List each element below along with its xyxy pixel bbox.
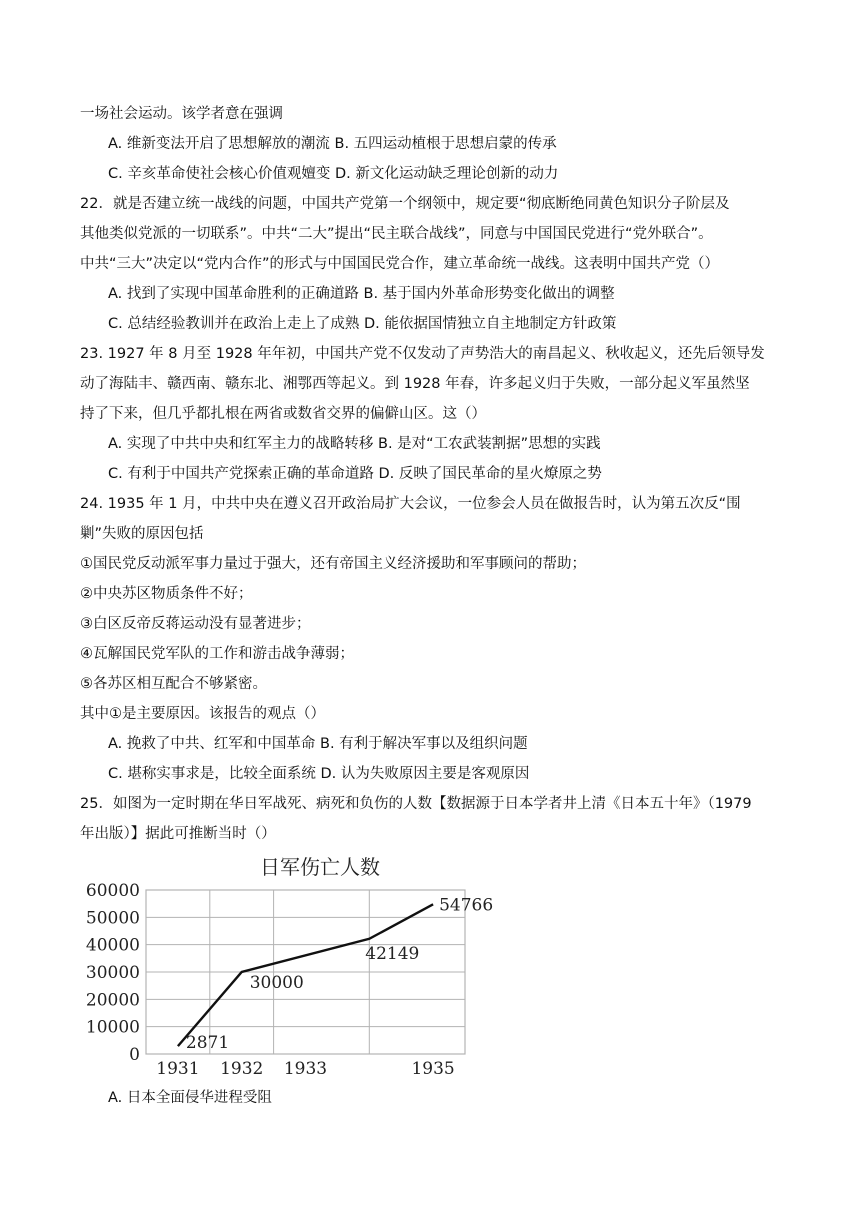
casualty-line-chart xyxy=(80,848,494,1080)
q24-item-3: ③白区反帝反蒋运动没有显著进步； xyxy=(80,616,311,632)
x-tick-label: 1931 xyxy=(156,1059,200,1079)
q23-options-ab: A. 实现了中共中央和红军主力的战略转移 B. 是对“工农武装割据”思想的实践 xyxy=(108,436,601,452)
q23-options-cd: C. 有利于中国共产党探索正确的革命道路 D. 反映了国民革命的星火燎原之势 xyxy=(108,466,602,482)
chart-title: 日军伤亡人数 xyxy=(260,855,380,879)
q24-stem-line-2: 剿”失败的原因包括 xyxy=(80,526,204,542)
y-axis-ticks xyxy=(86,881,140,1065)
q24-item-4: ④瓦解国民党军队的工作和游击战争薄弱； xyxy=(80,646,354,662)
y-tick-label: 0 xyxy=(129,1045,140,1065)
data-label: 2871 xyxy=(185,1033,230,1054)
q24-item-2: ②中央苏区物质条件不好； xyxy=(80,586,253,602)
x-tick-label: 1933 xyxy=(283,1059,328,1079)
data-label: 42149 xyxy=(365,943,420,964)
q22-options-cd: C. 总结经验教训并在政治上走上了成熟 D. 能依据国情独立自主地制定方针政策 xyxy=(108,316,617,332)
q23-stem-line-2: 动了海陆丰、赣西南、赣东北、湘鄂西等起义。到 1928 年春，许多起义归于失败，一部分起义军虽然坚 xyxy=(80,376,750,392)
y-tick-label: 50000 xyxy=(85,908,140,929)
q22-options-ab: A. 找到了实现中国革命胜利的正确道路 B. 基于国内外革命形势变化做出的调整 xyxy=(108,286,615,302)
q21-stem-tail: 一场社会运动。该学者意在强调 xyxy=(80,106,283,122)
data-label: 30000 xyxy=(249,973,304,993)
y-tick-label: 60000 xyxy=(85,881,140,901)
y-tick-label: 30000 xyxy=(85,963,140,983)
q24-item-5: ⑤各苏区相互配合不够紧密。 xyxy=(80,676,267,692)
chart-series xyxy=(178,904,433,1046)
x-tick-label: 1935 xyxy=(411,1059,455,1079)
q24-item-1: ①国民党反动派军事力量过于强大，还有帝国主义经济援助和军事顾问的帮助； xyxy=(80,556,586,572)
q24-stem-line-3: 其中①是主要原因。该报告的观点（） xyxy=(80,706,325,722)
q22-stem-line-1: 22．就是否建立统一战线的问题，中国共产党第一个纲领中，规定要“彻底断绝同黄色知识分子阶层及 xyxy=(80,196,730,212)
q22-stem-line-3: 中共“三大”决定以“党内合作”的形式与中国国民党合作，建立革命统一战线。这表明中国共产党（） xyxy=(80,256,720,272)
q21-options-ab: A. 维新变法开启了思想解放的潮流 B. 五四运动植根于思想启蒙的传承 xyxy=(108,136,557,152)
x-tick-label: 1932 xyxy=(220,1059,264,1079)
q24-options-cd: C. 堪称实事求是，比较全面系统 D. 认为失败原因主要是客观原因 xyxy=(108,766,530,782)
q21-options-cd: C. 辛亥革命使社会核心价值观嬗变 D. 新文化运动缺乏理论创新的动力 xyxy=(108,166,559,182)
q25-stem-line-1: 25．如图为一定时期在华日军战死、病死和负伤的人数【数据源于日本学者井上清《日本五十年》（1979 xyxy=(80,796,752,812)
q24-options-ab: A. 挽救了中共、红军和中国革命 B. 有利于解决军事以及组织问题 xyxy=(108,736,528,752)
q25-option-a: A. 日本全面侵华进程受阻 xyxy=(108,1090,272,1106)
x-axis-ticks xyxy=(156,1059,454,1079)
q23-stem-line-3: 持了下来，但几乎都扎根在两省或数省交界的偏僻山区。这（） xyxy=(80,406,486,422)
data-label: 54766 xyxy=(439,895,494,916)
series-line xyxy=(178,904,433,1046)
y-tick-label: 20000 xyxy=(85,990,140,1011)
data-labels xyxy=(186,895,493,1053)
y-tick-label: 40000 xyxy=(85,935,140,956)
q25-stem-line-2: 年出版）】据此可推断当时（） xyxy=(80,826,276,842)
q24-stem-line-1: 24. 1935 年 1 月，中共中央在遵义召开政治局扩大会议，一位参会人员在做报告时，认为第五次反“围 xyxy=(80,496,741,512)
q23-stem-line-1: 23. 1927 年 8 月至 1928 年年初，中国共产党不仅发动了声势浩大的南昌起义、秋收起义，还先后领导发 xyxy=(80,346,765,362)
q22-stem-line-2: 其他类似党派的一切联系”。中共“二大”提出“民主联合战线”，同意与中国国民党进行“党外联合”。 xyxy=(80,226,713,242)
y-tick-label: 10000 xyxy=(85,1017,140,1038)
